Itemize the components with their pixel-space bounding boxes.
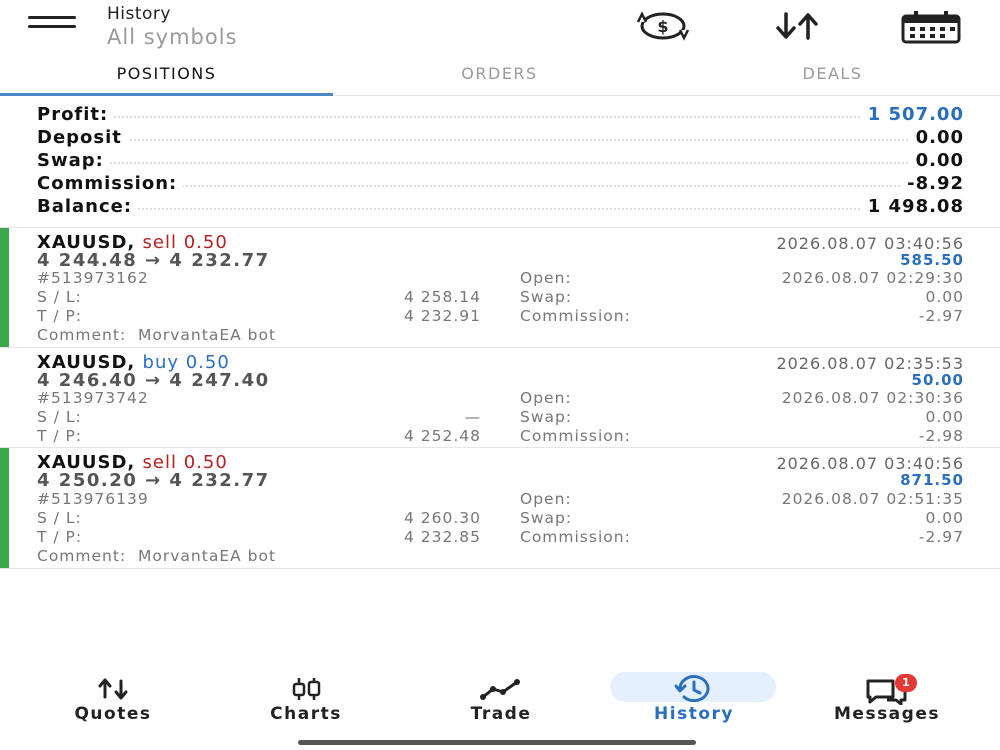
open-price: 4 246.40	[37, 370, 138, 391]
summary-label: Swap:	[37, 150, 110, 171]
summary-row-swap	[37, 150, 964, 172]
position-side-bar	[0, 228, 9, 347]
comment-value: MorvantaEA bot	[138, 326, 277, 344]
open-time: 2026.08.07 02:51:35	[781, 490, 964, 508]
currency-exchange-icon[interactable]	[632, 8, 694, 44]
comment-line	[37, 326, 276, 344]
comment-label: Comment:	[37, 547, 127, 565]
commission-value: -2.98	[918, 427, 964, 445]
position-side-volume: sell 0.50	[142, 232, 228, 253]
summary-row-profit	[37, 104, 964, 126]
unread-badge: 1	[895, 674, 917, 692]
open-label: Open:	[520, 490, 572, 508]
summary-row-commission	[37, 173, 964, 195]
position-item[interactable]	[0, 348, 1000, 448]
nav-label: Trade	[470, 704, 532, 724]
svg-text:$: $	[657, 17, 669, 36]
history-tabs	[0, 56, 1000, 96]
candlesticks-icon	[284, 673, 328, 705]
tp-label: T / P:	[37, 528, 83, 546]
close-price: 4 232.77	[169, 470, 270, 491]
arrow-right-icon: →	[145, 370, 162, 391]
swap-value: 0.00	[925, 509, 964, 527]
nav-label: Quotes	[74, 704, 152, 724]
dotted-leader	[37, 139, 964, 141]
history-clock-icon	[672, 673, 716, 705]
close-time: 2026.08.07 03:40:56	[776, 234, 964, 253]
comment-line	[37, 547, 276, 565]
close-time: 2026.08.07 03:40:56	[776, 454, 964, 473]
arrow-right-icon: →	[145, 250, 162, 271]
position-ticket: #513973742	[37, 389, 149, 407]
sl-label: S / L:	[37, 408, 82, 426]
nav-label: Charts	[270, 704, 342, 724]
tp-value: 4 232.85	[403, 528, 481, 546]
close-time: 2026.08.07 02:35:53	[776, 354, 964, 373]
symbol-filter-subtitle: All symbols	[107, 25, 238, 49]
open-price: 4 250.20	[37, 470, 138, 491]
tab-positions[interactable]: POSITIONS	[116, 64, 217, 83]
swap-label: Swap:	[520, 509, 573, 527]
nav-history[interactable]	[594, 668, 794, 726]
position-profit: 50.00	[911, 371, 964, 389]
trend-line-icon	[479, 673, 523, 705]
position-prices	[37, 370, 270, 391]
hamburger-menu-icon[interactable]	[28, 14, 78, 34]
summary-label: Deposit	[37, 127, 128, 148]
open-time: 2026.08.07 02:29:30	[781, 269, 964, 287]
position-side-volume: buy 0.50	[142, 352, 230, 373]
nav-charts[interactable]	[206, 668, 406, 726]
commission-label: Commission:	[520, 427, 631, 445]
swap-value: 0.00	[925, 288, 964, 306]
summary-deposit-value: 0.00	[910, 127, 964, 148]
position-symbol: XAUUSD,	[37, 452, 136, 473]
position-item[interactable]	[0, 228, 1000, 348]
nav-label: History	[654, 704, 734, 724]
position-symbol: XAUUSD,	[37, 232, 136, 253]
summary-row-balance	[37, 196, 964, 218]
summary-swap-value: 0.00	[910, 150, 964, 171]
header-title-block[interactable]	[107, 4, 238, 49]
nav-messages[interactable]	[787, 668, 987, 726]
position-prices	[37, 250, 270, 271]
sl-value: —	[464, 408, 481, 426]
dotted-leader	[37, 162, 964, 164]
position-profit: 871.50	[900, 471, 964, 489]
position-profit: 585.50	[900, 251, 964, 269]
summary-balance-value: 1 498.08	[862, 196, 964, 217]
position-ticket: #513973162	[37, 269, 149, 287]
sl-label: S / L:	[37, 288, 82, 306]
calendar-icon[interactable]	[900, 8, 962, 44]
commission-label: Commission:	[520, 528, 631, 546]
summary-label: Commission:	[37, 173, 183, 194]
open-label: Open:	[520, 269, 572, 287]
bottom-navigation	[0, 668, 1000, 728]
app-header	[0, 0, 1000, 56]
summary-profit-value: 1 507.00	[862, 104, 964, 125]
nav-label: Messages	[834, 704, 940, 724]
sl-value: 4 258.14	[403, 288, 481, 306]
commission-label: Commission:	[520, 307, 631, 325]
summary-row-deposit	[37, 127, 964, 149]
position-side-volume: sell 0.50	[142, 452, 228, 473]
position-ticket: #513976139	[37, 490, 149, 508]
dotted-leader	[37, 208, 964, 210]
summary-label: Profit:	[37, 104, 114, 125]
summary-label: Balance:	[37, 196, 138, 217]
active-tab-indicator	[0, 93, 333, 96]
close-price: 4 247.40	[169, 370, 270, 391]
position-item[interactable]	[0, 448, 1000, 569]
position-symbol: XAUUSD,	[37, 352, 136, 373]
tab-deals[interactable]: DEALS	[802, 64, 863, 83]
commission-value: -2.97	[918, 528, 964, 546]
page-title: History	[107, 4, 171, 24]
quotes-arrows-icon	[91, 673, 135, 705]
nav-trade[interactable]	[401, 668, 601, 726]
sl-label: S / L:	[37, 509, 82, 527]
position-side-bar	[0, 448, 9, 568]
summary-commission-value: -8.92	[901, 173, 964, 194]
open-price: 4 244.48	[37, 250, 138, 271]
open-label: Open:	[520, 389, 572, 407]
commission-value: -2.97	[918, 307, 964, 325]
close-price: 4 232.77	[169, 250, 270, 271]
nav-quotes[interactable]	[13, 668, 213, 726]
home-indicator[interactable]	[298, 740, 696, 745]
account-summary	[0, 104, 1000, 228]
tp-value: 4 252.48	[403, 427, 481, 445]
open-time: 2026.08.07 02:30:36	[781, 389, 964, 407]
comment-value: MorvantaEA bot	[138, 547, 277, 565]
tp-value: 4 232.91	[403, 307, 481, 325]
swap-value: 0.00	[925, 408, 964, 426]
arrow-right-icon: →	[145, 470, 162, 491]
comment-label: Comment:	[37, 326, 127, 344]
dotted-leader	[37, 116, 964, 118]
tab-orders[interactable]: ORDERS	[461, 64, 538, 83]
tp-label: T / P:	[37, 307, 83, 325]
tp-label: T / P:	[37, 427, 83, 445]
position-prices	[37, 470, 270, 491]
sort-arrows-icon[interactable]	[766, 8, 828, 44]
swap-label: Swap:	[520, 288, 573, 306]
swap-label: Swap:	[520, 408, 573, 426]
sl-value: 4 260.30	[403, 509, 481, 527]
